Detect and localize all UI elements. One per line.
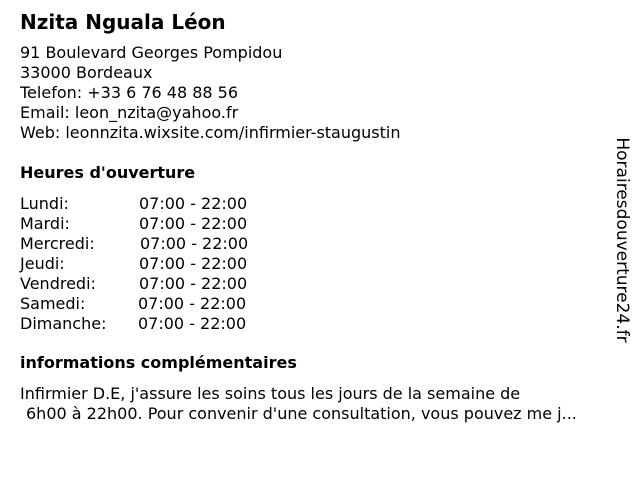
day-label: Dimanche:	[20, 314, 107, 333]
day-label: Jeudi:	[20, 254, 65, 273]
address-city: 33000 Bordeaux	[20, 63, 153, 82]
day-label: Lundi:	[20, 194, 69, 213]
description-line-2: 6h00 à 22h00. Pour convenir d'une consultation, vous pouvez me j...	[26, 404, 577, 423]
time-range: 07:00 - 22:00	[138, 314, 247, 333]
phone-number: Telefon: +33 6 76 48 88 56	[20, 83, 239, 102]
day-label: Mercredi:	[20, 234, 95, 253]
time-range: 07:00 - 22:00	[139, 194, 248, 213]
time-range: 07:00 - 22:00	[138, 294, 247, 313]
site-watermark: Horairesdouverture24.fr	[612, 137, 632, 343]
time-range: 07:00 - 22:00	[139, 214, 248, 233]
website-url: Web: leonnzita.wixsite.com/infirmier-staugustin	[20, 123, 401, 142]
additional-info-text	[20, 384, 630, 424]
additional-info-heading: informations complémentaires	[20, 353, 297, 372]
day-label: Vendredi:	[20, 274, 96, 293]
business-name: Nzita Nguala Léon	[20, 10, 226, 34]
time-range: 07:00 - 22:00	[140, 234, 249, 253]
email-address: Email: leon_nzita@yahoo.fr	[20, 103, 239, 122]
description-line-1: Infirmier D.E, j'assure les soins tous les jours de la semaine de	[20, 384, 521, 403]
time-range: 07:00 - 22:00	[139, 254, 248, 273]
day-label: Samedi:	[20, 294, 86, 313]
address-street: 91 Boulevard Georges Pompidou	[20, 43, 283, 62]
time-range: 07:00 - 22:00	[139, 274, 248, 293]
contact-block	[20, 43, 400, 143]
opening-hours-heading: Heures d'ouverture	[20, 163, 196, 182]
day-label: Mardi:	[20, 214, 70, 233]
